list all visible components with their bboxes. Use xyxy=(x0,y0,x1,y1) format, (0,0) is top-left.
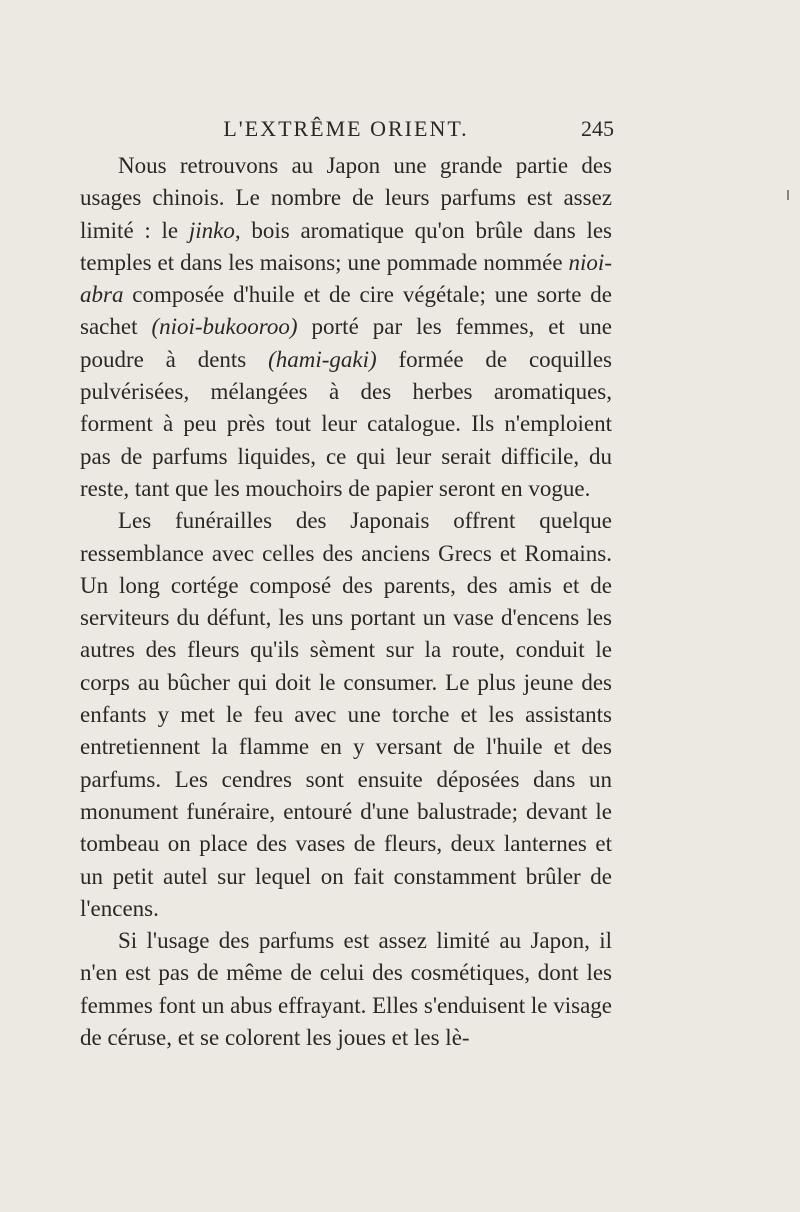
term-nioi-bukooroo: (nioi-bukooroo) xyxy=(151,314,298,340)
page-number: 245 xyxy=(581,116,614,141)
stray-ink-mark xyxy=(787,190,789,200)
page-header xyxy=(80,108,612,148)
term-nioi-abra: nioi-abra xyxy=(80,249,612,308)
term-jinko: jinko, xyxy=(188,217,241,243)
p1-text-4: porté par les femmes, et une poudre à dents xyxy=(80,314,612,372)
p1-text-5: formée de coquilles pulvérisées, mélangées à des herbes aromatiques, forment à peu près tout leur catalogue. Ils n'emploient pas de parfums liquides, ce qui leur serait difficile, du reste, tant que les mouchoirs de papier seront en vogue. xyxy=(80,346,612,501)
p1-text-3: composée d'huile et de cire végétale; une sorte de sachet xyxy=(80,282,612,340)
running-title: L'EXTRÊME ORIENT. xyxy=(223,116,469,141)
p1-text-2: bois aromatique qu'on brûle dans les temples et dans les maisons; une pommade nommée xyxy=(80,217,613,275)
paragraph-1 xyxy=(80,150,612,505)
body-text xyxy=(80,150,612,1054)
p1-text-1: Nous retrouvons au Japon une grande partie des usages chinois. Le nombre de leurs parfums est assez limité : le xyxy=(80,153,612,243)
term-hami-gaki: (hami-gaki) xyxy=(268,346,377,372)
paragraph-2: Les funérailles des Japonais offrent quelque ressemblance avec celles des anciens Grecs et Romains. Un long cortége composé des parents, des amis et de serviteurs du défunt, les uns portant un vase d'encens les autres des fleurs qu'ils sèment sur la route, conduit le corps au bûcher qui doit le consumer. Le plus jeune des enfants y met le feu avec une torche et les assistants entretiennent la flamme en y versant de l'huile et des parfums. Les cendres sont ensuite déposées dans un monument funéraire, entouré d'une balustrade; devant le tombeau on place des vases de fleurs, deux lanternes et un petit autel sur lequel on fait constamment brûler de l'encens. xyxy=(80,508,612,921)
paragraph-3: Si l'usage des parfums est assez limité au Japon, il n'en est pas de même de celui des cosmétiques, dont les femmes font un abus effrayant. Elles s'enduisent le visage de céruse, et se colorent les joues et les lè- xyxy=(80,928,612,1051)
